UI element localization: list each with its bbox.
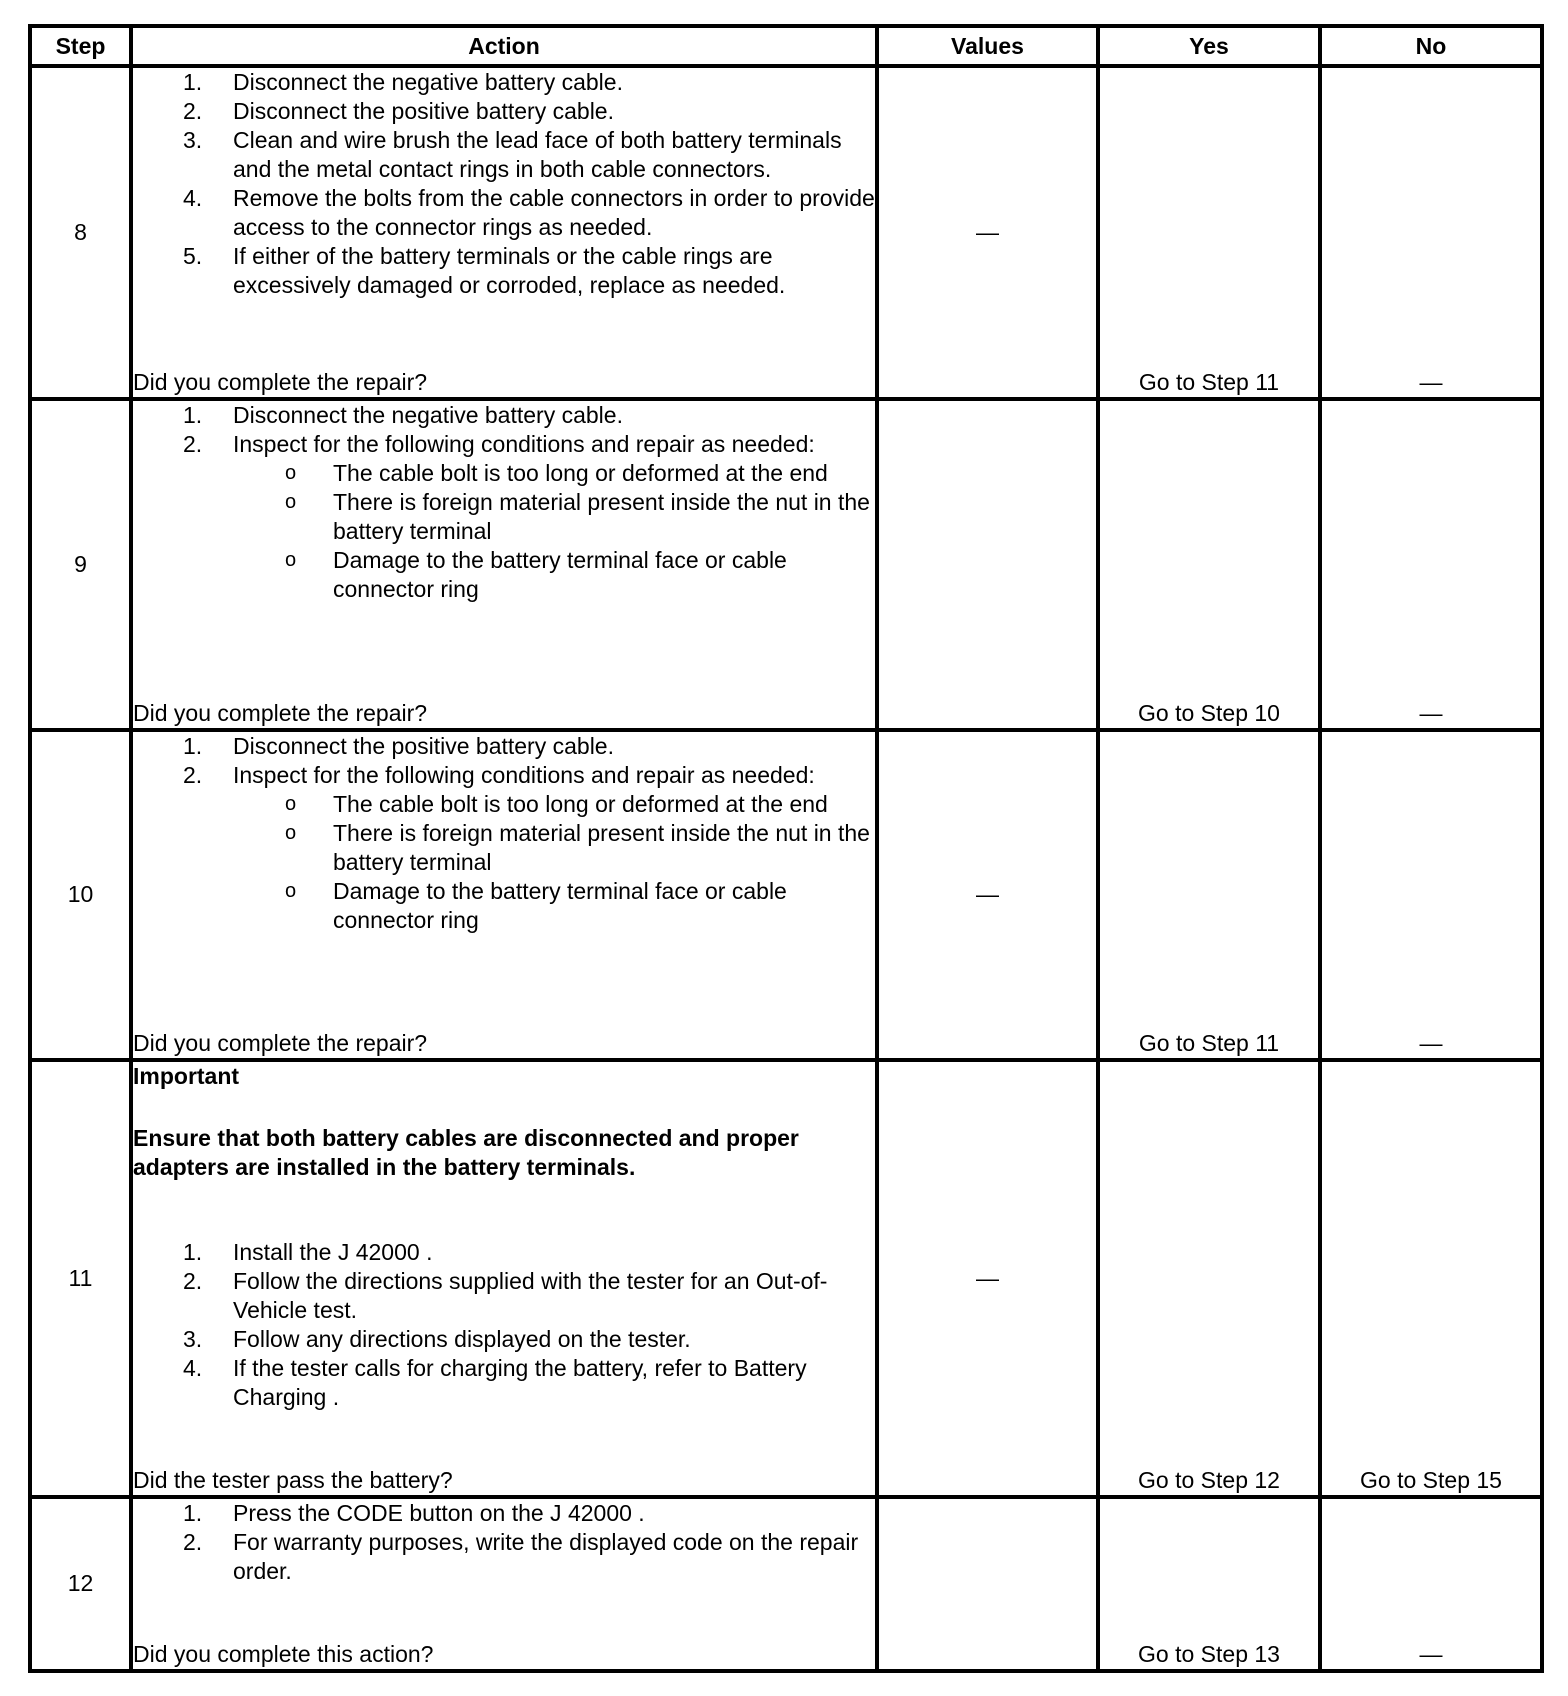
header-values: Values [877,26,1098,66]
list-item [133,1528,875,1586]
bullet-marker: o [285,548,297,571]
numbered-list [133,1238,875,1412]
yes-cell: Go to Step 11 [1098,730,1320,1060]
yes-cell: Go to Step 12 [1098,1060,1320,1497]
important-heading: Important [133,1062,240,1089]
list-item [133,126,875,184]
yes-cell: Go to Step 10 [1098,399,1320,730]
list-item [133,1354,875,1412]
item-text: Disconnect the positive battery cable. [233,732,614,759]
sub-item-text: Damage to the battery terminal face or cable connector ring [333,877,787,933]
header-row [30,26,1542,66]
item-number: 5. [183,243,203,269]
step-number: 8 [30,66,131,399]
bullet-list [233,790,875,935]
numbered-list [133,401,875,604]
item-number: 3. [183,1325,203,1352]
sub-item-text: The cable bolt is too long or deformed at the end [333,790,828,817]
item-text: Clean and wire brush the lead face of both battery terminals and the metal contact rings in both cable connectors. [233,127,842,182]
question-text: Did you complete the repair? [133,699,428,726]
item-text: Inspect for the following conditions and repair as needed: [233,430,815,457]
table-row [30,66,1542,399]
list-item [133,242,875,300]
bullet-list [233,459,875,604]
list-item [133,184,875,242]
item-text: Follow any directions displayed on the tester. [233,1325,691,1352]
header-step: Step [30,26,131,66]
list-item [133,761,875,935]
sub-item-text: Damage to the battery terminal face or cable connector ring [333,546,787,602]
numbered-list [133,68,875,300]
item-number: 2. [183,98,203,124]
no-cell: — [1320,66,1542,399]
item-text: Press the CODE button on the J 42000 . [233,1499,645,1526]
bullet-marker: o [285,821,297,844]
step-number: 10 [30,730,131,1060]
sub-list-item [233,488,875,546]
item-text: Remove the bolts from the cable connectors in order to provide access to the connector rings as needed. [233,185,875,240]
item-text: Disconnect the positive battery cable. [233,98,614,124]
table-row [30,399,1542,730]
values-cell: — [877,730,1098,1060]
values-cell [877,399,1098,730]
item-text: For warranty purposes, write the displayed code on the repair order. [233,1528,859,1584]
list-item [133,430,875,604]
item-number: 1. [183,1238,203,1265]
header-action: Action [131,26,877,66]
item-text: Follow the directions supplied with the tester for an Out-of-Vehicle test. [233,1267,828,1323]
values-cell: — [877,1060,1098,1497]
question-text: Did the tester pass the battery? [133,1466,453,1493]
sub-item-text: The cable bolt is too long or deformed at the end [333,459,828,486]
values-cell [877,1497,1098,1671]
list-item [133,1325,875,1354]
question-text: Did you complete the repair? [133,1029,428,1056]
item-text: Inspect for the following conditions and repair as needed: [233,761,815,788]
important-text: Ensure that both battery cables are disconnected and proper adapters are installed in the battery terminals. [133,1124,799,1180]
item-number: 2. [183,1528,203,1555]
sub-list-item [233,819,875,877]
step-number: 11 [30,1060,131,1497]
sub-list-item [233,459,875,488]
sub-item-text: There is foreign material present inside the nut in the battery terminal [333,488,870,544]
action-cell [131,1060,877,1497]
step-number: 9 [30,399,131,730]
action-cell [131,730,877,1060]
sub-list-item [233,546,875,604]
sub-item-text: There is foreign material present inside the nut in the battery terminal [333,819,870,875]
yes-cell: Go to Step 13 [1098,1497,1320,1671]
item-text: Disconnect the negative battery cable. [233,69,623,95]
item-number: 1. [183,69,203,95]
item-number: 2. [183,1267,203,1294]
item-text: If either of the battery terminals or the cable rings are excessively damaged or corroded, replace as needed. [233,243,786,298]
item-number: 1. [183,401,203,428]
action-cell [131,66,877,399]
step-number: 12 [30,1497,131,1671]
sub-list-item [233,790,875,819]
item-number: 2. [183,761,203,788]
table-row [30,730,1542,1060]
bullet-marker: o [285,792,297,815]
bullet-marker: o [285,879,297,902]
sub-list-item [233,877,875,935]
bullet-marker: o [285,461,297,484]
header-yes: Yes [1098,26,1320,66]
list-item [133,68,875,97]
item-number: 4. [183,185,203,211]
action-cell [131,1497,877,1671]
procedure-table [28,24,1544,1673]
no-cell: — [1320,730,1542,1060]
item-text: If the tester calls for charging the battery, refer to Battery Charging . [233,1354,807,1410]
list-item [133,1238,875,1267]
header-no: No [1320,26,1542,66]
values-cell: — [877,66,1098,399]
item-number: 4. [183,1354,203,1381]
item-text: Disconnect the negative battery cable. [233,401,623,428]
list-item [133,1499,875,1528]
item-number: 3. [183,127,203,153]
no-cell: — [1320,1497,1542,1671]
item-text: Install the J 42000 . [233,1238,433,1265]
item-number: 1. [183,1499,203,1526]
item-number: 1. [183,732,203,759]
table-row [30,1497,1542,1671]
numbered-list [133,732,875,935]
numbered-list [133,1499,875,1586]
no-cell: Go to Step 15 [1320,1060,1542,1497]
question-text: Did you complete the repair? [133,368,428,395]
list-item [133,732,875,761]
list-item [133,401,875,430]
table-row [30,1060,1542,1497]
list-item [133,1267,875,1325]
action-cell [131,399,877,730]
no-cell: — [1320,399,1542,730]
list-item [133,97,875,126]
yes-cell: Go to Step 11 [1098,66,1320,399]
question-text: Did you complete this action? [133,1641,434,1667]
bullet-marker: o [285,490,297,513]
item-number: 2. [183,430,203,457]
